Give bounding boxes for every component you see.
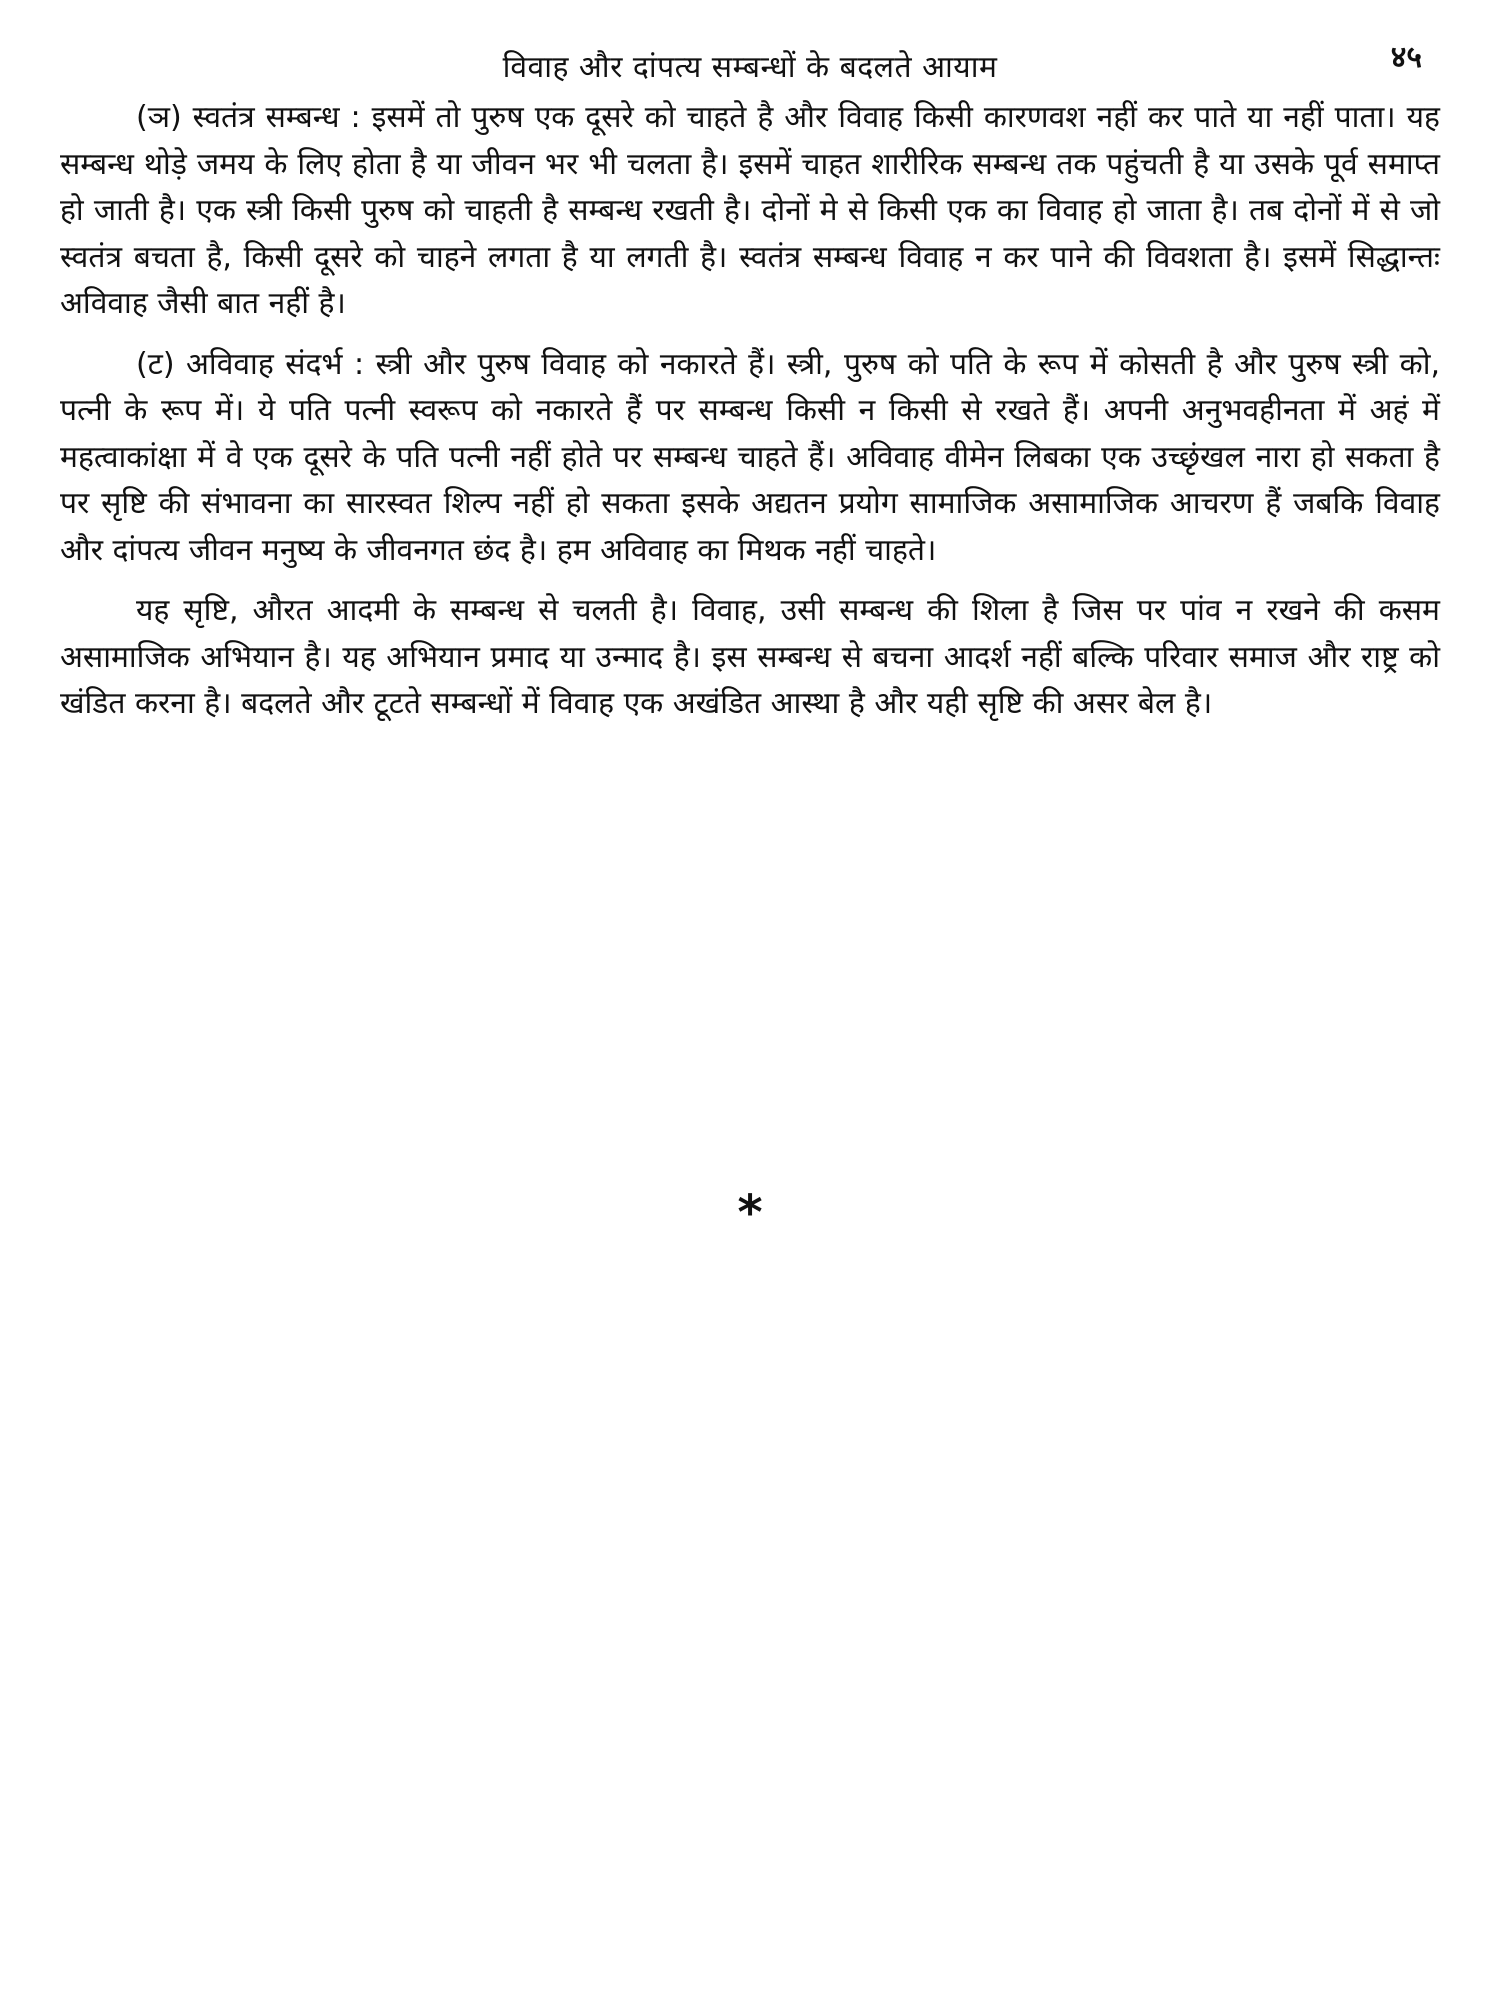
paragraph-text: इसमें तो पुरुष एक दूसरे को चाहते है और विवाह किसी कारणवश नहीं कर पाते या नहीं पाता। यह सम्बन्ध थोड़े जमय के लिए होता है या जीवन भर भी चलता है। इसमें चाहत शारीरिक सम्बन्ध तक पहुंचती है या उसके पूर्व समाप्त हो जाती है। एक स्त्री किसी पुरुष को चाहती है सम्बन्ध रखती है। दोनों मे से किसी एक का विवाह हो जाता है। तब दोनों में से जो स्वतंत्र बचता है, किसी दूसरे को चाहने लगता है या लगती है। स्वतंत्र सम्बन्ध विवाह न कर पाने की विवशता है। इसमें सिद्धान्तः अविवाह जैसी बात नहीं है। <box>60 100 1440 321</box>
section-end-asterisk: * <box>737 1185 763 1241</box>
paragraph-text: स्त्री और पुरुष विवाह को नकारते हैं। स्त्री, पुरुष को पति के रूप में कोसती है और पुरुष स्त्री को, पत्नी के रूप में। ये पति पत्नी स्वरूप को नकारते हैं पर सम्बन्ध किसी न किसी से रखते हैं। अपनी अनुभवहीनता में अहं में महत्वाकांक्षा में वे एक दूसरे के पति पत्नी नहीं होते पर सम्बन्ध चाहते हैं। अविवाह वीमेन लिबका एक उच्छृंखल नारा हो सकता है पर सृष्टि की संभावना का सारस्वत शिल्प नहीं हो सकता इसके अद्यतन प्रयोग सामाजिक असामाजिक आचरण हैं जबकि विवाह और दांपत्य जीवन मनुष्य के जीवनगत छंद है। हम अविवाह का मिथक नहीं चाहते। <box>60 346 1440 568</box>
running-header-title: विवाह और दांपत्य सम्बन्धों के बदलते आयाम <box>502 50 998 85</box>
paragraph-avivah-sandarbh <box>60 342 1440 575</box>
paragraph-label: (ट) अविवाह संदर्भ : <box>136 346 365 382</box>
page-number: ४५ <box>1390 40 1422 75</box>
paragraph-text: यह सृष्टि, औरत आदमी के सम्बन्ध से चलती है। विवाह, उसी सम्बन्ध की शिला है जिस पर पांव न रखने की कसम असामाजिक अभियान है। यह अभियान प्रमाद या उन्माद है। इस सम्बन्ध से बचना आदर्श नहीं बल्कि परिवार समाज और राष्ट्र को खंडित करना है। बदलते और टूटते सम्बन्धों में विवाह एक अखंडित आस्था है और यही सृष्टि की असर बेल है। <box>60 593 1440 721</box>
paragraph-conclusion <box>60 588 1440 728</box>
body-text <box>60 95 1440 742</box>
paragraph-label: (ञ) स्वतंत्र सम्बन्ध : <box>136 100 361 135</box>
paragraph-swatantra-sambandh <box>60 95 1440 328</box>
